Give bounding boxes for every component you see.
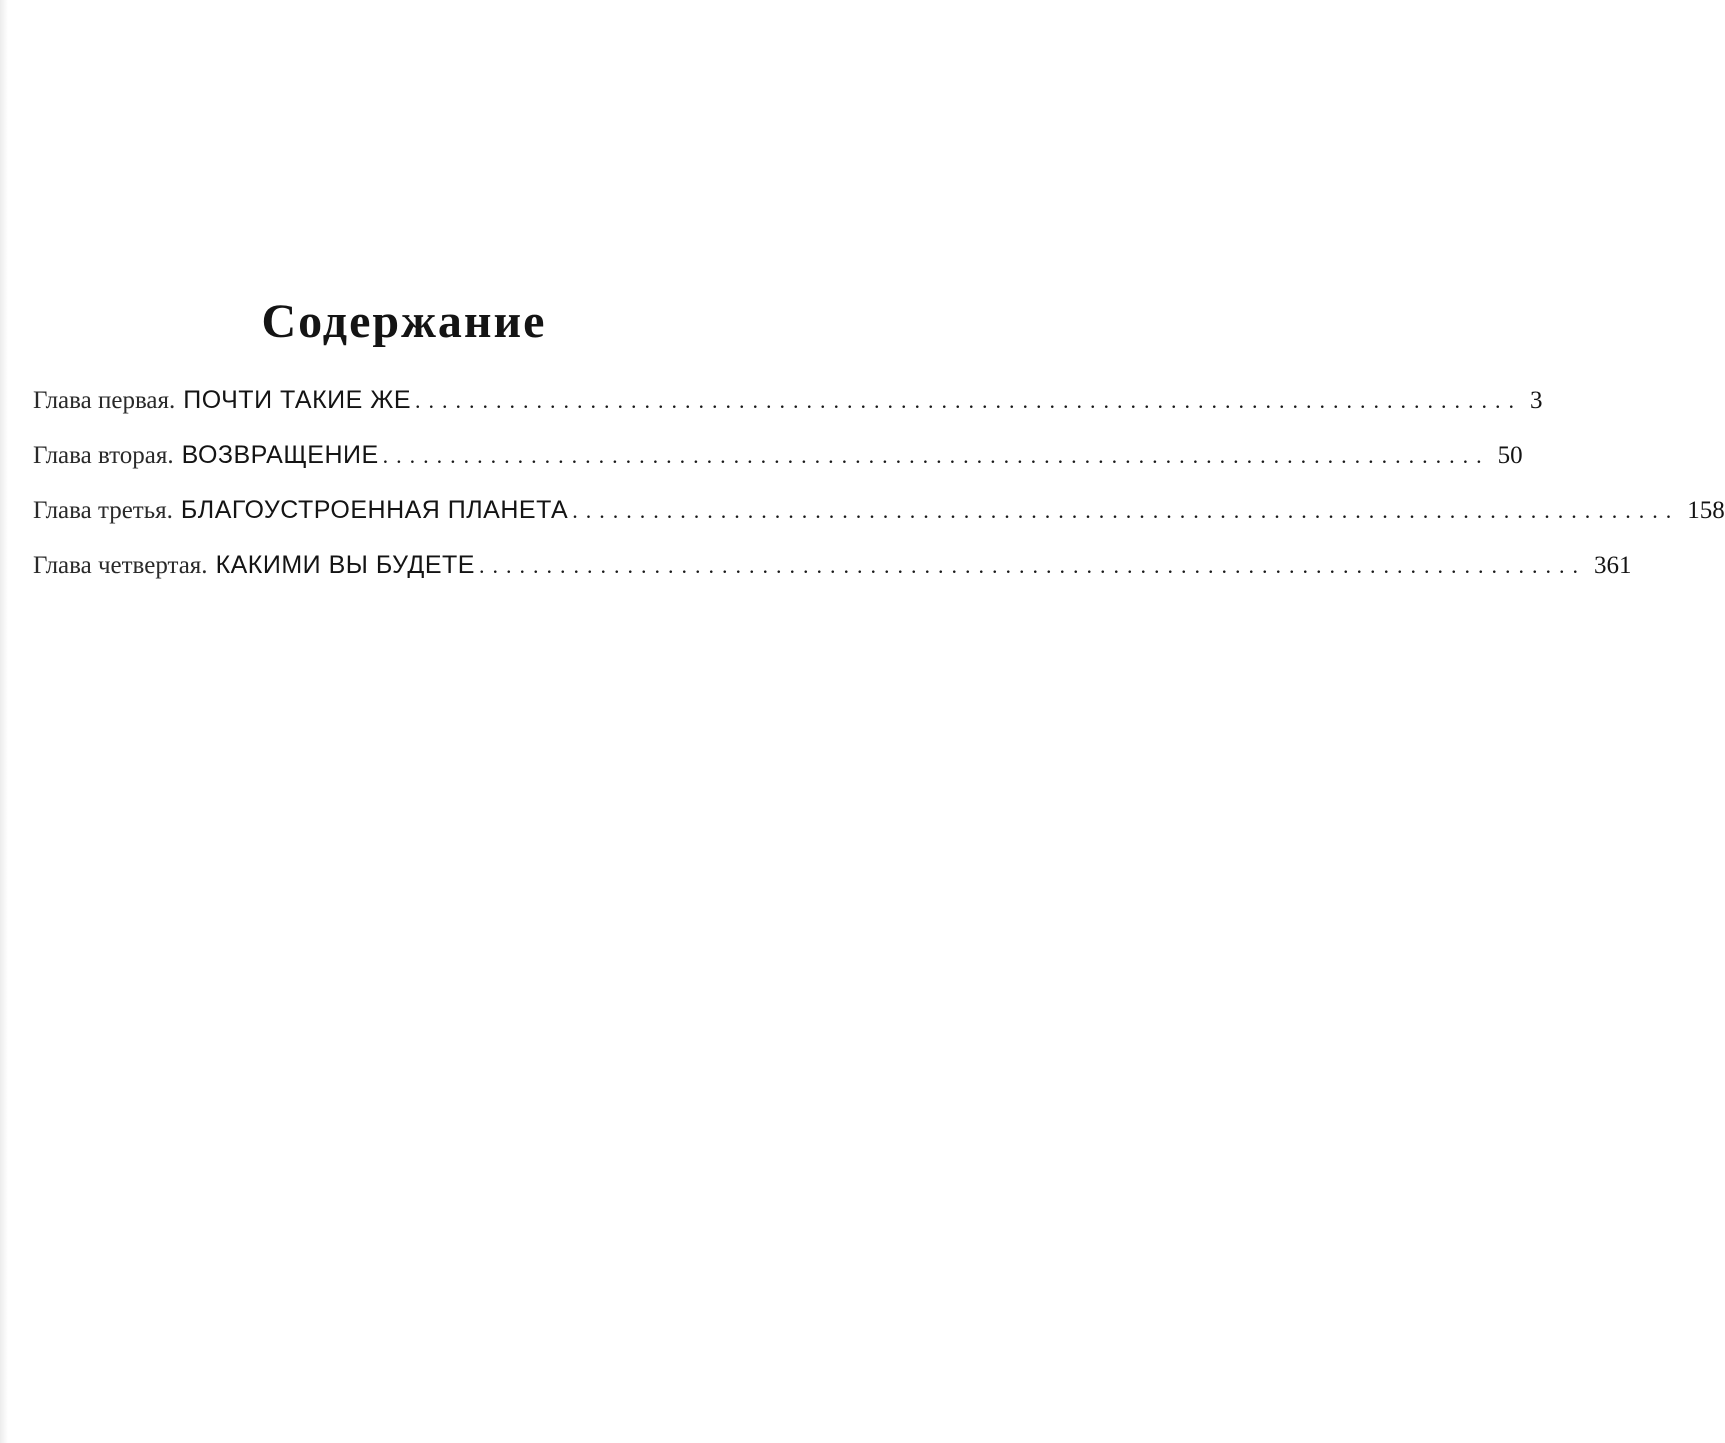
chapter-title: БЛАГОУСТРОЕННАЯ ПЛАНЕТА: [180, 496, 569, 524]
dot-leader: ..................................................................................: [572, 498, 1680, 523]
toc-entry-chapter-3: [33, 496, 1725, 551]
toc-entry-chapter-1: [33, 386, 1543, 441]
page-number: 361: [1593, 552, 1632, 579]
dot-leader: ..................................................................................: [415, 388, 1523, 413]
toc-entry-chapter-2: [33, 441, 1523, 496]
dot-leader: ..................................................................................: [382, 443, 1490, 468]
page-number: 158: [1687, 497, 1725, 524]
chapter-label: Глава третья.: [33, 497, 173, 524]
dot-leader: ..................................................................................: [478, 553, 1586, 578]
chapter-label: Глава вторая.: [33, 442, 174, 469]
chapter-title: КАКИМИ ВЫ БУДЕТЕ: [215, 551, 475, 579]
toc-entry-chapter-4: [33, 551, 1632, 606]
table-of-contents: [33, 386, 1725, 606]
chapter-title: ПОЧТИ ТАКИЕ ЖЕ: [183, 386, 412, 414]
page-number: 3: [1530, 387, 1543, 414]
page-title: Содержание: [261, 295, 547, 348]
page-number: 50: [1497, 442, 1523, 469]
chapter-label: Глава первая.: [33, 387, 176, 414]
page-edge-shadow: [0, 0, 8, 1443]
chapter-label: Глава четвертая.: [33, 552, 208, 579]
chapter-title: ВОЗВРАЩЕНИЕ: [181, 441, 379, 469]
